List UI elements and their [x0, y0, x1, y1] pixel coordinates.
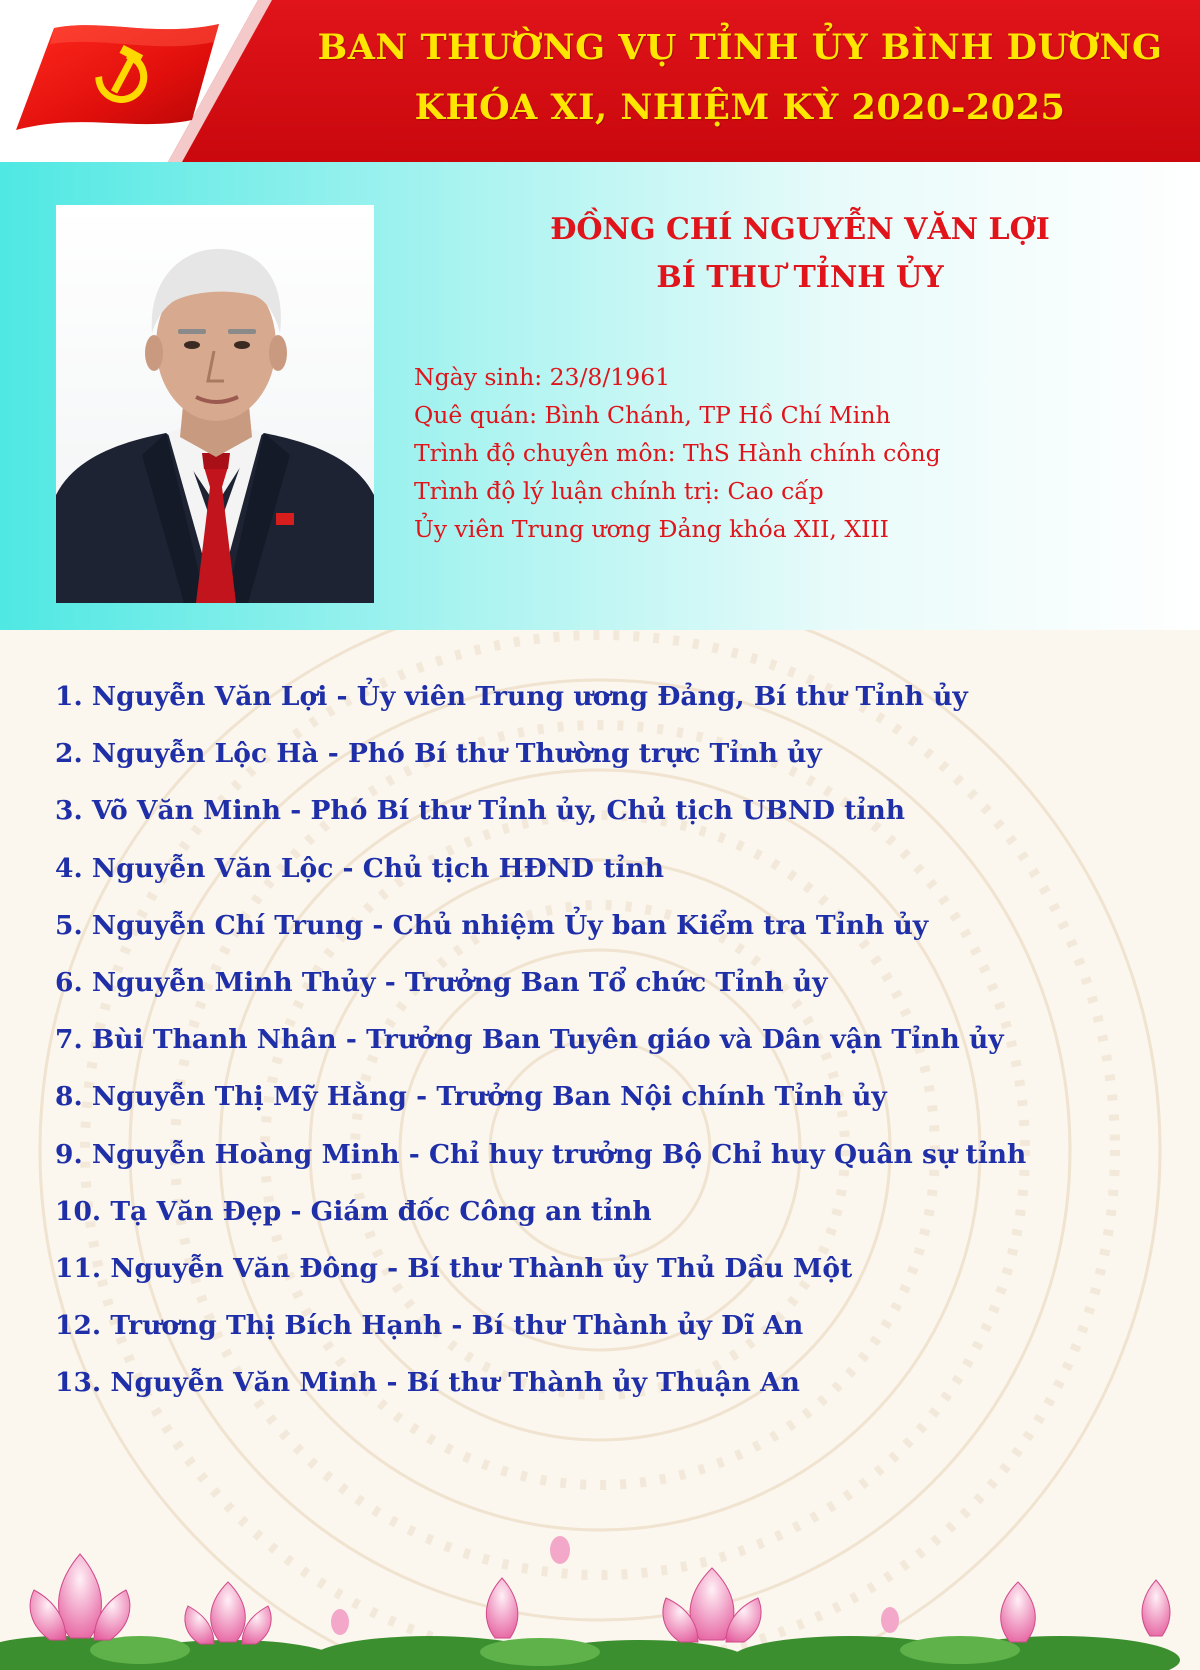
lotus-flowers-decoration: [0, 1510, 1200, 1670]
profile-position: BÍ THƯ TỈNH ỦY: [656, 260, 944, 295]
list-item: 1. Nguyễn Văn Lợi - Ủy viên Trung ương Đảng, Bí thư Tỉnh ủy: [55, 681, 968, 712]
list-item: 10. Tạ Văn Đẹp - Giám đốc Công an tỉnh: [55, 1195, 652, 1227]
party-flag-icon: [14, 16, 234, 136]
list-item: 8. Nguyễn Thị Mỹ Hằng - Trưởng Ban Nội chính Tỉnh ủy: [55, 1081, 887, 1113]
profile-name: [480, 206, 1120, 302]
portrait-photo: [56, 205, 374, 603]
list-item: 5. Nguyễn Chí Trung - Chủ nhiệm Ủy ban Kiểm tra Tỉnh ủy: [55, 909, 929, 941]
title-line-1: BAN THƯỜNG VỤ TỈNH ỦY BÌNH DƯƠNG: [317, 27, 1163, 68]
page-title: [300, 18, 1180, 138]
title-line-2: KHÓA XI, NHIỆM KỲ 2020-2025: [414, 87, 1066, 128]
list-item: 11. Nguyễn Văn Đông - Bí thư Thành ủy Thủ Dầu Một: [55, 1252, 853, 1284]
header-banner: [0, 0, 1200, 162]
birthdate: Ngày sinh: 23/8/1961: [414, 363, 671, 391]
hometown: Quê quán: Bình Chánh, TP Hồ Chí Minh: [414, 401, 891, 429]
list-item: 4. Nguyễn Văn Lộc - Chủ tịch HĐND tỉnh: [55, 852, 665, 884]
list-item: 9. Nguyễn Hoàng Minh - Chỉ huy trưởng Bộ Chỉ huy Quân sự tỉnh: [55, 1138, 1027, 1170]
list-item: 2. Nguyễn Lộc Hà - Phó Bí thư Thường trực Tỉnh ủy: [55, 738, 822, 770]
list-item: 12. Trương Thị Bích Hạnh - Bí thư Thành ủy Dĩ An: [55, 1310, 804, 1342]
central-committee: Ủy viên Trung ương Đảng khóa XII, XIII: [414, 515, 889, 543]
list-item: 6. Nguyễn Minh Thủy - Trưởng Ban Tổ chức Tỉnh ủy: [55, 966, 828, 998]
list-item: 3. Võ Văn Minh - Phó Bí thư Tỉnh ủy, Chủ tịch UBND tỉnh: [55, 795, 906, 827]
list-item: 7. Bùi Thanh Nhân - Trưởng Ban Tuyên giáo và Dân vận Tỉnh ủy: [55, 1024, 1004, 1056]
profile-info: [414, 358, 1174, 548]
list-item: 13. Nguyễn Văn Minh - Bí thư Thành ủy Thuận An: [55, 1367, 800, 1399]
education: Trình độ chuyên môn: ThS Hành chính công: [414, 439, 941, 467]
profile-name-line-1: ĐỒNG CHÍ NGUYỄN VĂN LỢI: [550, 212, 1050, 247]
political-level: Trình độ lý luận chính trị: Cao cấp: [414, 477, 824, 505]
members-list: [55, 668, 1175, 1411]
